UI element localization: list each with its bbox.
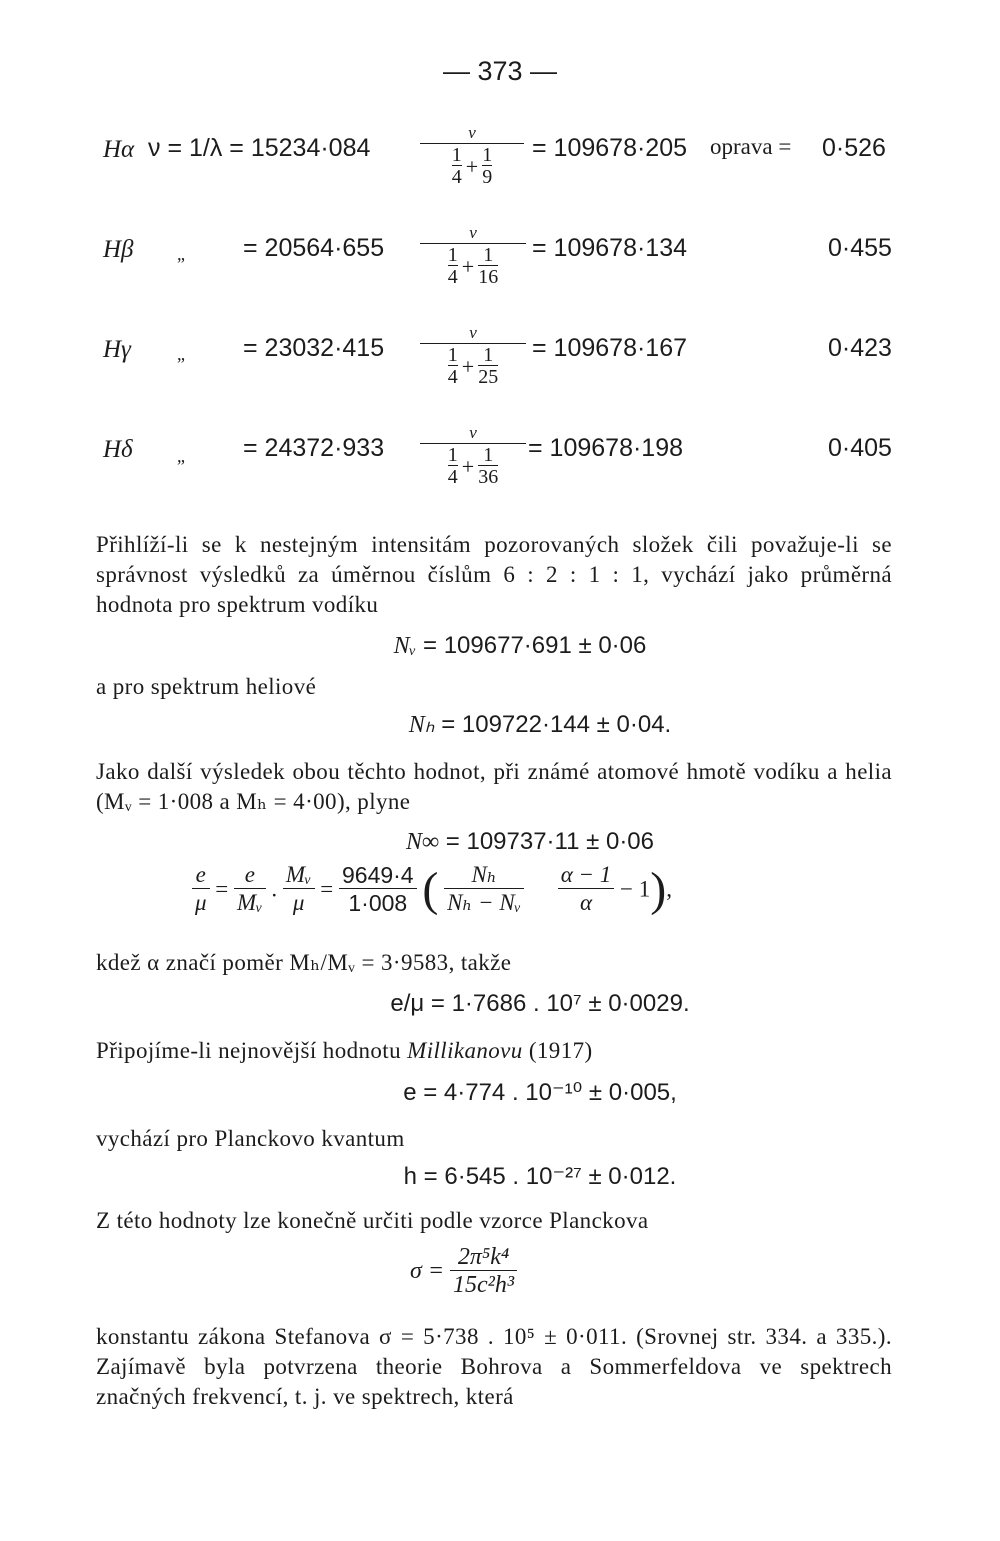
rydberg-fraction: ν $\frac{1}{4}$ + $\frac{1}{16}$ (420, 224, 526, 288)
paragraph: Z této hodnoty lze konečně určiti podle vzorce Planckova (96, 1208, 649, 1233)
paragraph: Jako další výsledek obou těchto hodnot, při známé atomové hmotě vodíku a helia (Mᵥ = 1·008 a Mₕ = 4·00), plyne (96, 759, 892, 814)
line-label: Hδ (103, 436, 133, 463)
rydberg-value: = 109678·205 (532, 134, 688, 162)
fraction: $\frac{e}{\mu}$ (192, 862, 210, 917)
correction-value: 0·455 (828, 234, 892, 262)
paragraph: kdež α značí poměr Mₕ/Mᵥ = 3·9583, takže (96, 950, 512, 975)
paragraph: a pro spektrum heliové (96, 674, 317, 699)
equation-stefan-constant: σ = $\frac{\text{2π⁵k⁴}}{\text{15c²h³}}$ (410, 1244, 517, 1299)
equation-planck-constant: h = 6·545 . 10⁻²⁷ ± 0·012. (403, 1163, 677, 1190)
wavenumber: = 23032·415 (243, 334, 385, 362)
fraction: $\frac{e}{\text{Mᵥ}}$ (234, 862, 266, 917)
rydberg-fraction: ν $\frac{1}{4}$ + $\frac{1}{36}$ (420, 424, 526, 488)
line-label: Hα (103, 136, 135, 163)
line-label: Hβ (103, 236, 134, 263)
equation-nh: Nₕ = 109722·144 ± 0·04. (408, 711, 672, 738)
equation-e-over-mu: e/μ = 1·7686 . 10⁷ ± 0·0029. (390, 990, 690, 1017)
equation-elementary-charge: e = 4·774 . 10⁻¹⁰ ± 0·005, (403, 1079, 677, 1106)
fraction: $\frac{9649\cdot 4}{1\cdot 008}$ (339, 862, 417, 917)
fraction: $\frac{\text{Nₕ}}{\text{Nₕ − Nᵥ}}$ (444, 862, 524, 917)
equation-specific-charge: $\frac{e}{\mu}$ = $\frac{e}{\text{Mᵥ}}$ . $\frac{\text{Mᵥ}}{\mu}$ = $\frac{9649\cdot 4}{1\cdot 008}$ ( $\frac{\text{Nₕ}}{\text{Nₕ − Nᵥ}}$ $\frac{\alpha - 1}{\alpha}$ − 1), (192, 862, 672, 917)
rydberg-value: = 109678·167 (532, 334, 688, 362)
rydberg-fraction: ν $\frac{1}{4}$ + $\frac{1}{9}$ (420, 124, 524, 188)
ditto-mark: „ (177, 244, 185, 264)
paragraph: Přihlíží-li se k nestejným intensitám pozorovaných složek čili považuje-li se správnost výsledků za úměrnou číslům 6 : 2 : 1 : 1, vychází jako průměrná hodnota pro spektrum vodíku (96, 532, 892, 617)
ditto-mark: „ (177, 446, 185, 466)
rydberg-value: = 109678·198 (528, 434, 684, 462)
rydberg-value: = 109678·134 (532, 234, 688, 262)
correction-value: 0·526 (822, 134, 886, 162)
equation-n-infinity: N∞ = 109737·11 ± 0·06 (405, 828, 654, 855)
correction-value: 0·405 (828, 434, 892, 462)
fraction: $\frac{\text{Mᵥ}}{\mu}$ (283, 862, 315, 917)
wavenumber: ν = 1/λ = 15234·084 (148, 134, 371, 162)
paragraph: vychází pro Planckovo kvantum (96, 1126, 405, 1151)
author-name: Millikanovu (407, 1038, 523, 1063)
paragraph: konstantu zákona Stefanova σ = 5·738 . 10⁵ ± 0·011. (Srovnej str. 334. a 335.). Zajímavě byla potvrzena theorie Bohrova a Sommerfeldova ve spektrech značných frekvencí, t. j. ve spektrech, která (96, 1324, 892, 1409)
correction-value: 0·423 (828, 334, 892, 362)
equation-nv: Nᵥ = 109677·691 ± 0·06 (393, 632, 647, 659)
correction-label: oprava = (710, 134, 792, 159)
line-label: Hγ (103, 336, 131, 363)
ditto-mark: „ (177, 344, 185, 364)
fraction: $\frac{\text{2π⁵k⁴}}{\text{15c²h³}}$ (450, 1244, 517, 1299)
wavenumber: = 20564·655 (243, 234, 385, 262)
paragraph: Připojíme-li nejnovější hodnotu Millikanovu (1917) (96, 1038, 593, 1063)
rydberg-fraction: ν $\frac{1}{4}$ + $\frac{1}{25}$ (420, 324, 526, 388)
page-number: — 373 — (442, 56, 558, 86)
wavenumber: = 24372·933 (243, 434, 385, 462)
fraction: $\frac{\alpha - 1}{\alpha}$ (558, 862, 615, 917)
